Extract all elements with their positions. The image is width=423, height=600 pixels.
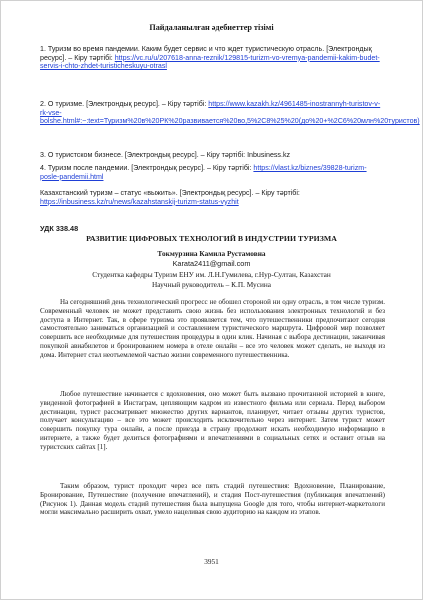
- reference-text: 3. О туристском бизнесе. [Электрондық ресурс]. – Кіру тәртібі: Inbusiness.kz: [40, 151, 291, 159]
- reference-link[interactable]: https://www.kazakh.kz/4961485-inostrannyh-turistov-v-rk-vse-bolshe.html#:~:text=Туризм%20в%20РК%20развивается%20во,5%2C8%25%20(до%20+%2C6%20млн%20туристов): [40, 100, 420, 126]
- udk-code: УДК 338.48: [40, 224, 79, 233]
- body-paragraph: Любое путешествие начинается с вдохновения, оно может быть вызвано прочитанной историей в книге, увиденной фотографией в Инстаграм, цепляющим кадром из известного фильма или сериала. Перед выбором дестинации, турист рассматривает множество других вариантов, планирует, читает отзывы других туристов, получает консультацию – все это может происходить исключительно через интернет. Затем турист может совершить покупку тура онлайн, а после приезда в страну продолжит искать необходимую информацию в интернете, а также будет делиться фотографиями и впечатлениями в социальных сетях и оставит отзыв на туристских сайтах [1].: [40, 390, 385, 451]
- reference-link[interactable]: https://vc.ru/u/207618-anna-reznik/129815-turizm-vo-vremya-pandemii-kakim-budet-servis-i-chto-zhdet-turisticheskuyu-otrasl: [40, 53, 380, 71]
- supervisor: Научный руководитель – К.П. Мусина: [151, 280, 271, 289]
- body-paragraph: Таким образом, турист проходит через все пять стадий путешествия: Вдохновение, Планирование, Бронирование, Путешествие (получение впечатлений), и стадия Пост-путешествия (публикация впечатлений) (Рисунок 1). Данная модель стадий путешествия была выпущена Google для того, чтобы интернет-маркетологи могли максимально расширить охват, умело нацеливая свою аудиторию на каждом из этапов.: [40, 482, 385, 517]
- reference-text: 4. Туризм после пандемии. [Электрондық ресурс]. – Кіру тәртібі:: [40, 164, 254, 172]
- article-title: РАЗВИТИЕ ЦИФРОВЫХ ТЕХНОЛОГИЙ В ИНДУСТРИИ ТУРИЗМА: [86, 234, 337, 243]
- author-email: Karata2411@gmail.com: [172, 259, 251, 268]
- reference-item: [40, 100, 420, 126]
- reference-item: [40, 164, 385, 181]
- reference-item: [40, 45, 385, 71]
- reference-text: 2. О туризме. [Электрондық ресурс]. – Кіру тәртібі:: [40, 100, 209, 108]
- references-heading: Пайдаланылған әдебиеттер тізімі: [149, 23, 274, 32]
- reference-item: [40, 189, 385, 206]
- reference-text: 1. Туризм во время пандемии. Каким будет сервис и что ждет туристическую отрасль. [Электрондық ресурс]. – Кіру тәртібі:: [40, 45, 372, 62]
- reference-item: [40, 151, 385, 160]
- reference-link[interactable]: https://vlast.kz/biznes/39828-turizm-posle-pandemii.html: [40, 164, 367, 181]
- page-number: 3951: [204, 557, 219, 566]
- author-name: Токмурзина Камила Рустамовна: [157, 249, 266, 258]
- reference-text: Казахстанский туризм – статус «выжить». [Электрондық ресурс]. – Кіру тәртібі:: [40, 189, 300, 197]
- reference-link[interactable]: https://inbusiness.kz/ru/news/kazahstanskij-turizm-status-vyzhit: [40, 197, 239, 206]
- body-paragraph: На сегодняшний день технологический прогресс не обошел стороной ни одну отрасль, в том числе туризм. Современный человек не может представить свою жизнь без использования электронных технологий и без доступа в Интернет. Так, в сфере туризма это проявляется тем, что путешественники предпочитают сегодня самостоятельно заниматься организацией и составлением туристического маршрута. Цифровой мир позволяет совершить все необходимые для путешествия процедуры в один клик. Начиная с выбора дестинации, заканчивая покупкой авиабилетов и бронированием номера в отеле онлайн – все это человек может сделать, не выходя из дома. Интернет стал неотъемлемой частью жизни современного путешественника.: [40, 298, 385, 359]
- author-affiliation: Студентка кафедры Туризм ЕНУ им. Л.Н.Гумилева, г.Нур-Султан, Казахстан: [92, 270, 331, 279]
